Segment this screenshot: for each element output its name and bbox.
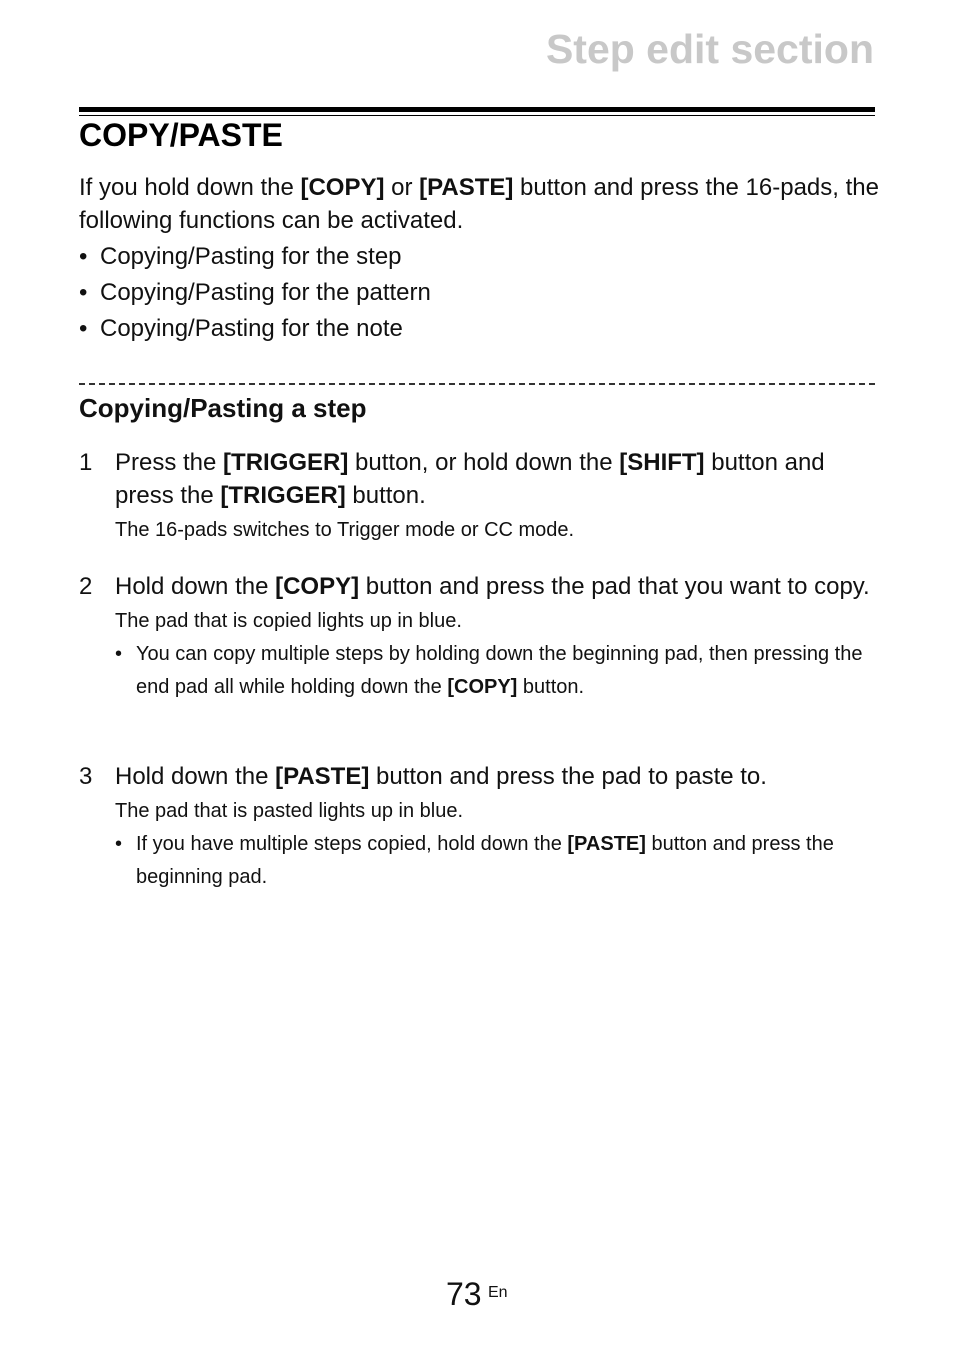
subsection-title: Copying/Pasting a step xyxy=(79,393,367,423)
list-item: • Copying/Pasting for the step xyxy=(79,240,869,276)
step-bullet: • If you have multiple steps copied, hold down the [PASTE] button and press the beginning pad. xyxy=(136,828,879,894)
step-number: 2 xyxy=(79,573,93,600)
step-note: The pad that is copied lights up in blue. xyxy=(115,610,462,632)
step-note: The pad that is pasted lights up in blue. xyxy=(115,800,464,822)
header-rule-thin xyxy=(79,115,875,116)
section-header: Step edit section xyxy=(545,26,874,72)
step-instruction: Hold down the [PASTE] button and press the pad to paste to. xyxy=(115,763,767,790)
step-number: 1 xyxy=(79,449,93,476)
function-list xyxy=(79,240,869,348)
header-rule-thick xyxy=(79,107,875,112)
step-3 xyxy=(79,760,879,894)
page-language: En xyxy=(488,1284,508,1301)
step-note: The 16-pads switches to Trigger mode or CC mode. xyxy=(115,519,575,541)
step-bullet: • You can copy multiple steps by holding down the beginning pad, then pressing the end pad all while holding down the [COPY] button. xyxy=(136,638,879,704)
page-number: 73 xyxy=(446,1276,482,1312)
step-instruction: Hold down the [COPY] button and press the pad that you want to copy. xyxy=(115,573,870,600)
step-1 xyxy=(79,446,879,547)
section-title: COPY/PASTE xyxy=(79,117,283,153)
list-item: • Copying/Pasting for the pattern xyxy=(79,276,869,312)
list-item: • Copying/Pasting for the note xyxy=(79,312,869,348)
intro-paragraph: If you hold down the [COPY] or [PASTE] button and press the 16-pads, the following functions can be activated. xyxy=(79,174,879,234)
step-number: 3 xyxy=(79,763,93,790)
dashed-divider xyxy=(79,383,875,385)
step-2 xyxy=(79,570,879,704)
step-instruction: Press the [TRIGGER] button, or hold down the [SHIFT] button and press the [TRIGGER] button. xyxy=(115,449,825,509)
